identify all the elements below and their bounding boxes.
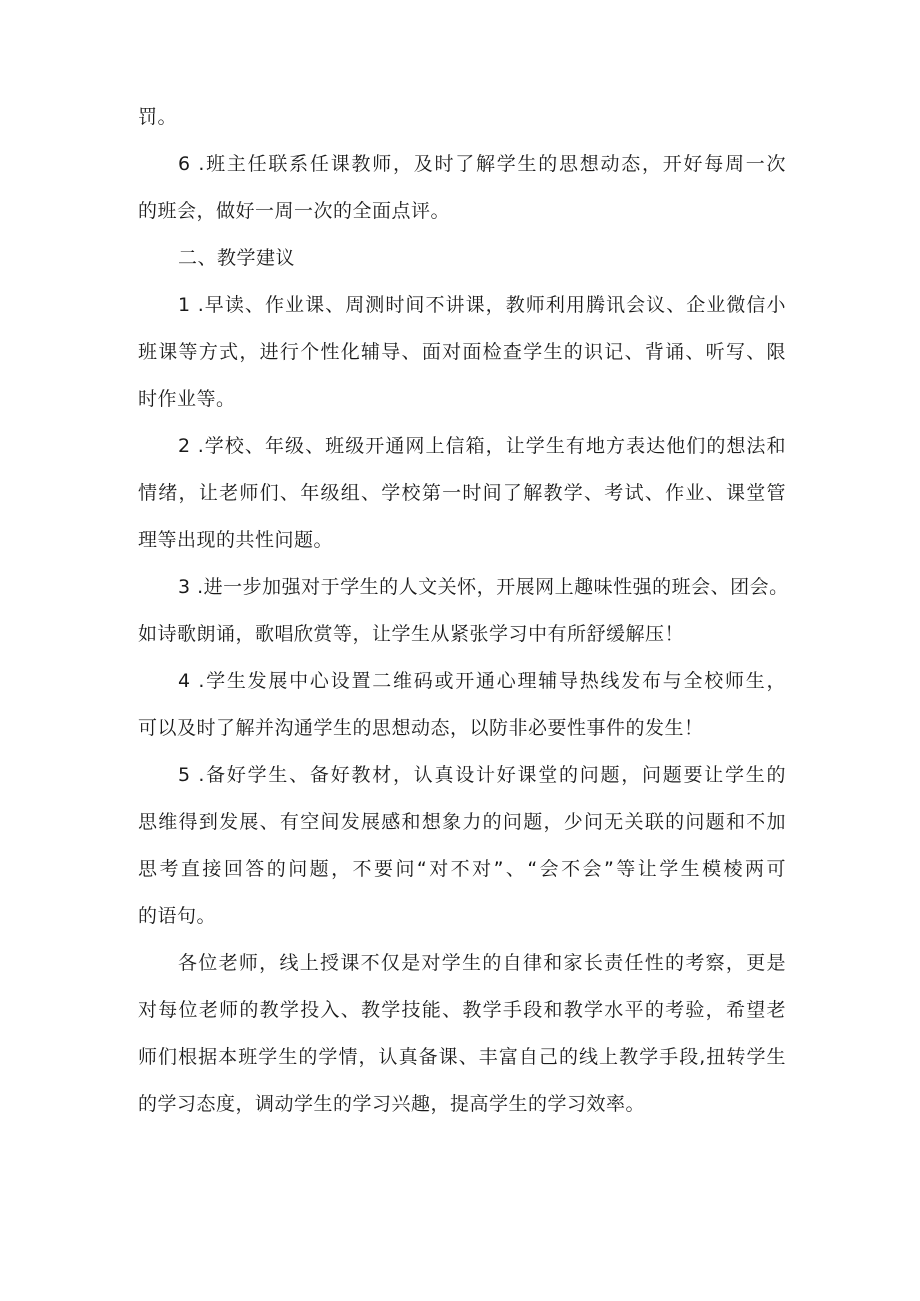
- text-line: 1 .早读、作业课、周测时间不讲课，教师利用腾讯会议、企业微信小: [178, 294, 786, 316]
- text-line: 2 .学校、年级、班级开通网上信箱，让学生有地方表达他们的想法和: [178, 435, 786, 457]
- text-line: 的语句。: [138, 905, 217, 927]
- text-line: 如诗歌朗诵，歌唱欣赏等，让学生从紧张学习中有所舒缓解压！: [138, 623, 685, 645]
- paragraph-item-1: [138, 282, 786, 423]
- paragraph-item-2: [138, 423, 786, 564]
- text-line: 3 .进一步加强对于学生的人文关怀，开展网上趣味性强的班会、团会。: [178, 576, 789, 598]
- text-line: 理等出现的共性问题。: [138, 529, 334, 551]
- text-line: 对每位老师的教学投入、教学技能、教学手段和教学水平的考验，希望老: [138, 999, 786, 1021]
- text-line: 各位老师，线上授课不仅是对学生的自律和家长责任性的考察，更是: [178, 952, 786, 974]
- text-line: 5 .备好学生、备好教材，认真设计好课堂的问题，问题要让学生的: [178, 764, 786, 786]
- text-line: 的班会，做好一周一次的全面点评。: [138, 200, 451, 222]
- text-line: 思考直接回答的问题，不要问“对不对”、“会不会”等让学生模棱两可: [138, 858, 786, 880]
- text-line: 二、教学建议: [178, 247, 296, 269]
- text-line: 的学习态度，调动学生的学习兴趣，提高学生的学习效率。: [138, 1093, 646, 1115]
- text-line: 可以及时了解并沟通学生的思想动态，以防非必要性事件的发生！: [138, 717, 704, 739]
- section-heading: [138, 235, 786, 282]
- paragraph-item-6: [138, 141, 786, 235]
- text-line: 6 .班主任联系任课教师，及时了解学生的思想动态，开好每周一次: [178, 153, 786, 175]
- document-body: [138, 94, 789, 1128]
- text-line: 师们根据本班学生的学情，认真备课、丰富自己的线上教学手段,扭转学生: [138, 1046, 786, 1068]
- text-line: 罚。: [138, 106, 178, 128]
- paragraph-item-4: [138, 658, 786, 752]
- text-line: 4 .学生发展中心设置二维码或开通心理辅导热线发布与全校师生，: [178, 670, 786, 692]
- closing-paragraph: [138, 940, 786, 1128]
- paragraph-item-5: [138, 752, 786, 940]
- text-line: 时作业等。: [138, 388, 236, 410]
- paragraph-item-3: [138, 564, 789, 658]
- text-line: 思维得到发展、有空间发展感和想象力的问题，少问无关联的问题和不加: [138, 811, 786, 833]
- text-line: 班课等方式，进行个性化辅导、面对面检查学生的识记、背诵、听写、限: [138, 341, 786, 363]
- paragraph-p0: [138, 94, 786, 141]
- text-line: 情绪，让老师们、年级组、学校第一时间了解教学、考试、作业、课堂管: [138, 482, 786, 504]
